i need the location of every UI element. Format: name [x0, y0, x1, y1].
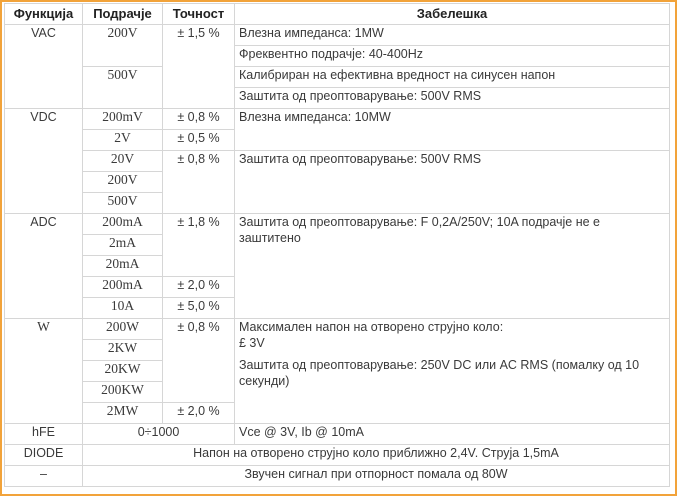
adc-range-10a: 10A	[83, 298, 163, 319]
continuity-note: Звучен сигнал при отпорност помала од 80W	[83, 466, 670, 487]
adc-range-200ma-b: 200mA	[83, 277, 163, 298]
vac-note-calibrated: Калибриран на ефективна вредност на синусен напон	[235, 67, 670, 88]
table-row	[5, 445, 670, 466]
ohm-note-max-value: £ 3V	[239, 336, 265, 350]
ohm-note-protection: Заштита од преоптоварување: 250V DC или AC RMS (помалку од 10 секунди)	[239, 358, 640, 388]
diode-note: Напон на отворено струјно коло приближно 2,4V. Струја 1,5mA	[83, 445, 670, 466]
continuity-function: –	[5, 466, 83, 487]
table-row	[5, 151, 670, 172]
header-function: Функција	[5, 4, 83, 25]
note-spacer	[239, 351, 665, 357]
vac-accuracy: ± 1,5 %	[163, 25, 235, 109]
vac-range-200v: 200V	[83, 25, 163, 67]
table-row	[5, 25, 670, 46]
hfe-function: hFE	[5, 424, 83, 445]
vdc-note-impedance: Влезна импеданса: 10MW	[235, 109, 670, 151]
adc-note-protection: Заштита од преоптоварување: F 0,2A/250V; 10A подрачје не е заштитено	[235, 214, 670, 319]
vac-function: VAC	[5, 25, 83, 109]
table-row	[5, 109, 670, 130]
adc-accuracy-50: ± 5,0 %	[163, 298, 235, 319]
diode-function: DIODE	[5, 445, 83, 466]
table-row	[5, 424, 670, 445]
hfe-range: 0÷1000	[83, 424, 235, 445]
vdc-range-20v: 20V	[83, 151, 163, 172]
ohm-range-2k: 2KW	[83, 340, 163, 361]
adc-range-20ma: 20mA	[83, 256, 163, 277]
adc-function: ADC	[5, 214, 83, 319]
ohm-range-200k: 200KW	[83, 382, 163, 403]
header-note: Забелешка	[235, 4, 670, 25]
ohm-range-200: 200W	[83, 319, 163, 340]
vdc-accuracy-05: ± 0,5 %	[163, 130, 235, 151]
vdc-function: VDC	[5, 109, 83, 214]
hfe-note: Vce @ 3V, Ib @ 10mA	[235, 424, 670, 445]
ohm-range-20k: 20KW	[83, 361, 163, 382]
vdc-accuracy-08-a: ± 0,8 %	[163, 109, 235, 130]
vdc-range-500v: 500V	[83, 193, 163, 214]
adc-range-2ma: 2mA	[83, 235, 163, 256]
ohm-function: W	[5, 319, 83, 424]
table-row	[5, 67, 670, 88]
vdc-note-protection: Заштита од преоптоварување: 500V RMS	[235, 151, 670, 214]
ohm-accuracy-08: ± 0,8 %	[163, 319, 235, 403]
vac-note-frequency: Фреквентно подрачје: 40-400Hz	[235, 46, 670, 67]
specifications-table	[4, 3, 670, 487]
vac-range-500v: 500V	[83, 67, 163, 109]
ohm-note	[235, 319, 670, 424]
adc-range-200ma: 200mA	[83, 214, 163, 235]
vdc-accuracy-08-b: ± 0,8 %	[163, 151, 235, 214]
vdc-range-200v: 200V	[83, 172, 163, 193]
header-row	[5, 4, 670, 25]
ohm-range-2m: 2MW	[83, 403, 163, 424]
table-row	[5, 319, 670, 340]
vac-note-protection: Заштита од преоптоварување: 500V RMS	[235, 88, 670, 109]
adc-accuracy-20: ± 2,0 %	[163, 277, 235, 298]
header-range: Подрачје	[83, 4, 163, 25]
table-row	[5, 214, 670, 235]
ohm-accuracy-20: ± 2,0 %	[163, 403, 235, 424]
vac-note-impedance: Влезна импеданса: 1MW	[235, 25, 670, 46]
vdc-range-2v: 2V	[83, 130, 163, 151]
adc-accuracy-18: ± 1,8 %	[163, 214, 235, 277]
vdc-range-200mv: 200mV	[83, 109, 163, 130]
header-accuracy: Точност	[163, 4, 235, 25]
table-row	[5, 466, 670, 487]
ohm-note-max-voltage: Максимален напон на отворено струјно коло:	[239, 320, 504, 334]
